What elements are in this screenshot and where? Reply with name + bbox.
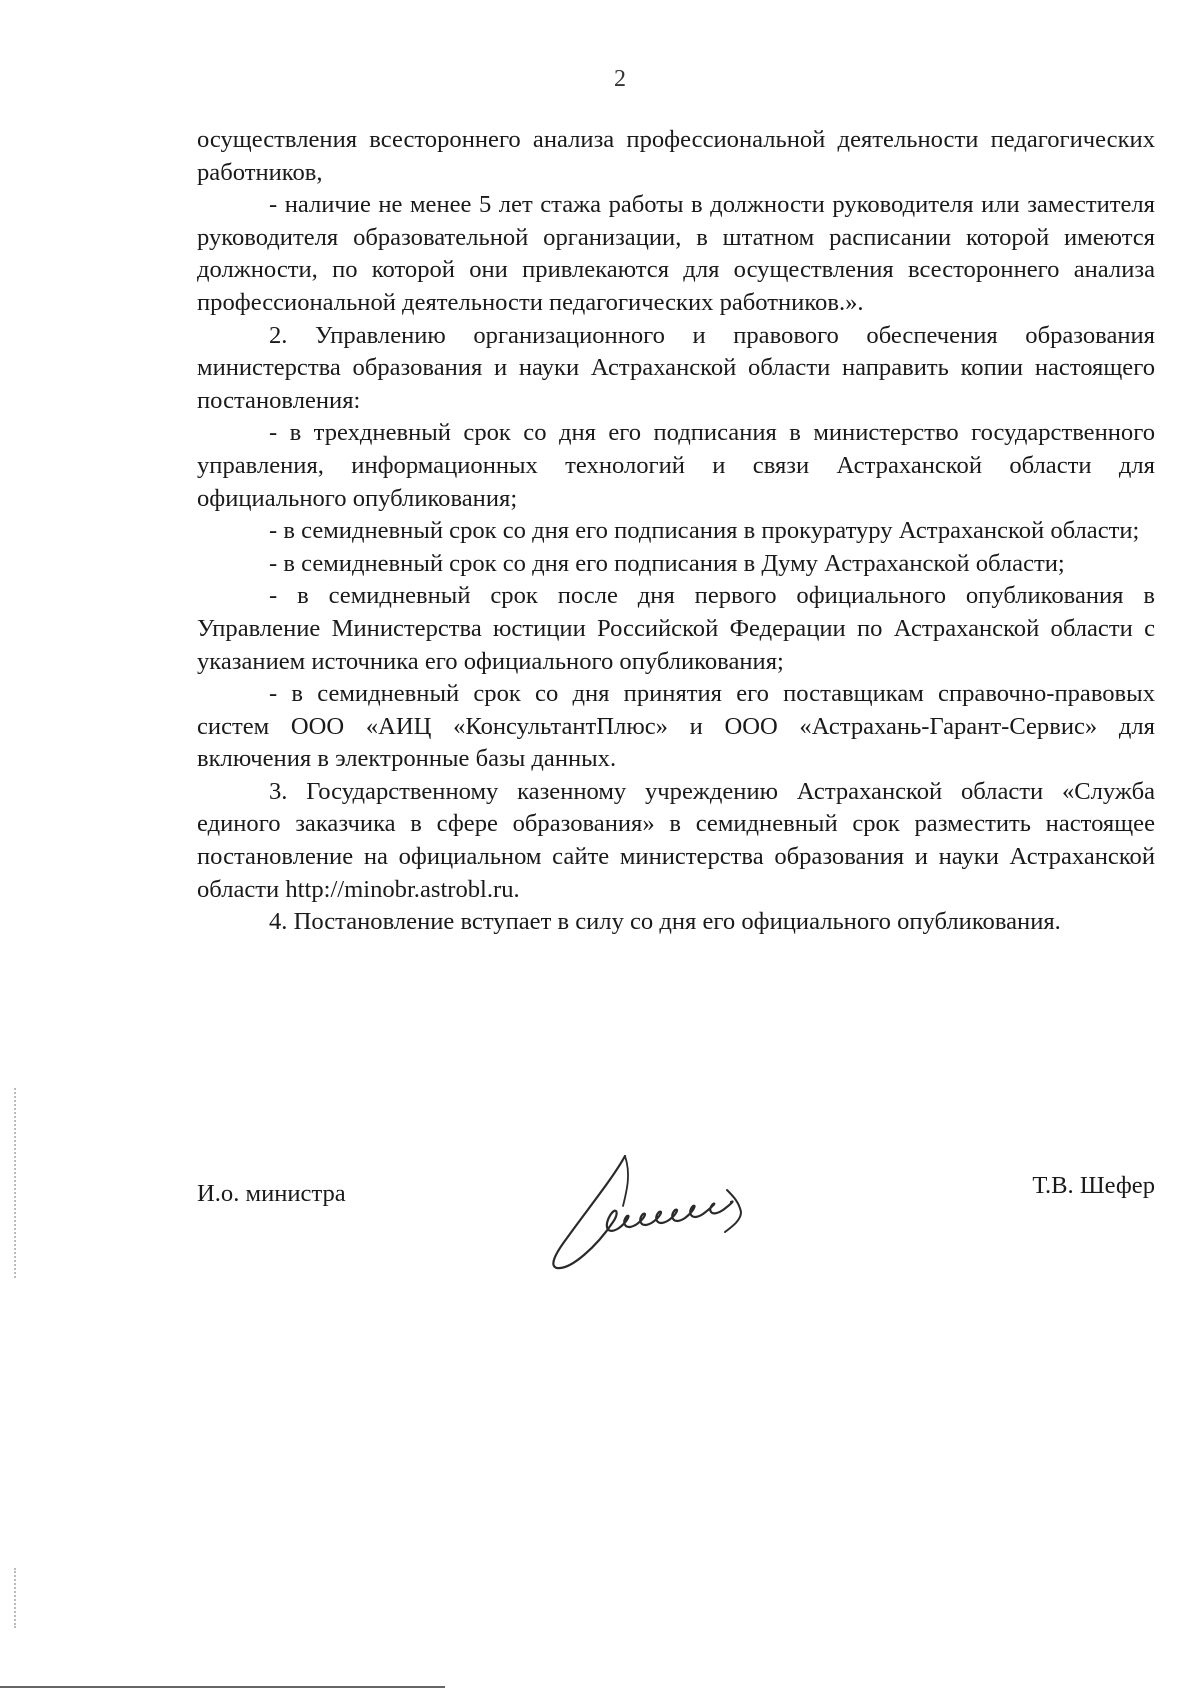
paragraph-experience-requirement: - наличие не менее 5 лет стажа работы в должности руководителя или заместителя руководителя образовательной организации, в штатном расписании которой имеются должности, по которой они привлекаются для осуществления всестороннего анализа профессиональной деятельности педагогических работников.». (197, 191, 1155, 316)
signatory-name: Т.В. Шефер (1032, 1172, 1155, 1199)
document-body (197, 124, 1155, 939)
paragraph-item-2: 2. Управлению организационного и правового обеспечения образования министерства образования и науки Астраханской области направить копии настоящего постановления: (197, 321, 1155, 414)
paragraph-item-2-sub-2: - в семидневный срок со дня его подписания в прокуратуру Астраханской области; (269, 517, 1140, 545)
paragraph-continuation: осуществления всестороннего анализа профессиональной деятельности педагогических работников, (197, 126, 1155, 186)
signature-block (197, 1172, 1155, 1300)
footer-rule (0, 1686, 445, 1688)
paragraph-item-2-sub-3: - в семидневный срок со дня его подписания в Думу Астраханской области; (269, 549, 1065, 577)
paragraph-item-3: 3. Государственному казенному учреждению Астраханской области «Служба единого заказчика в сфере образования» в семидневный срок разместить настоящее постановление на официальном сайте министерства образования и науки Астраханской области http://minobr.astrobl.ru. (197, 777, 1155, 903)
paragraph-item-2-sub-1: - в трехдневный срок со дня его подписания в министерство государственного управления, информационных технологий и связи Астраханской области для официального опубликования; (197, 419, 1155, 512)
page-number: 2 (614, 66, 626, 92)
handwritten-signature (527, 1150, 757, 1280)
paragraph-item-2-sub-4: - в семидневный срок после дня первого официального опубликования в Управление Министерства юстиции Российской Федерации по Астраханской области с указанием источника его официального опубликования; (197, 582, 1155, 675)
paragraph-item-4: 4. Постановление вступает в силу со дня его официального опубликования. (269, 908, 1061, 936)
scan-artifact (14, 1568, 18, 1628)
scan-artifact (14, 1088, 18, 1278)
paragraph-item-2-sub-5: - в семидневный срок со дня принятия его поставщикам справочно-правовых систем ООО «АИЦ «КонсультантПлюс» и ООО «Астрахань-Гарант-Сервис» для включения в электронные базы данных. (197, 680, 1155, 773)
signatory-position: И.о. министра (197, 1180, 346, 1207)
